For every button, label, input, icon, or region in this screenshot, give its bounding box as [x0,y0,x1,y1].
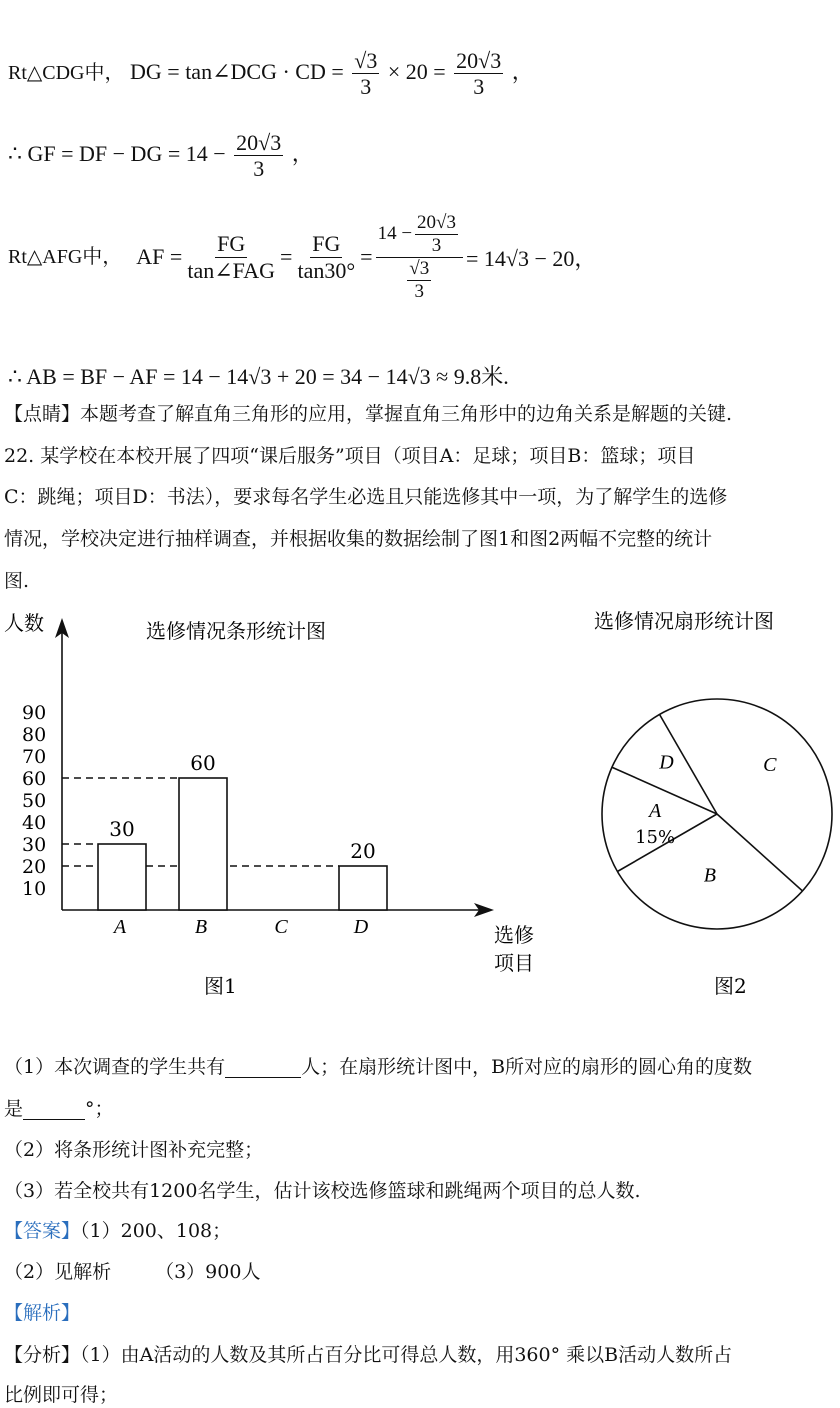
frac-numerator: √3 [409,257,430,279]
complex-numerator [376,212,463,258]
answer-3: （3）900人 [155,1261,261,1283]
question-2: （2）将条形统计图补充完整； [4,1139,264,1161]
category-label: C [274,916,288,938]
y-tick-label: 50 [22,790,47,812]
frac-numerator: FG [217,231,246,257]
q22-line-2: C：跳绳；项目D：书法），要求每名学生必选且只能选修其中一项，为了解学生的选修 [4,486,728,508]
q22-line-4: 图. [4,570,30,592]
math-line-3-eq2: = [360,244,373,270]
frac-numerator: FG [312,231,341,257]
math-line-2-end: ， [291,140,314,166]
math-line-1-frac2 [454,48,503,100]
complex-denominator-frac [407,258,431,303]
bar-A [98,844,146,910]
frac-denominator: 3 [360,74,372,100]
pie-slice-label-A: A [648,800,662,823]
frac-numerator: 20√3 [456,48,502,73]
pie-chart [580,600,840,1010]
bar-chart-ylabel: 人数 [4,611,44,635]
answer-line-2 [4,1263,260,1282]
bar-value-label: 60 [190,751,216,775]
answer-blank-angle[interactable] [23,1100,85,1120]
question-1-part-b: 人；在扇形统计图中，B所对应的扇形的圆心角的度数 [301,1056,753,1078]
frac-denominator: 3 [473,74,485,100]
math-line-3-prefix: Rt△AFG中， [8,246,123,269]
pie-slice-percent: 15% [635,827,676,849]
answer-blank-total[interactable] [225,1058,301,1078]
question-1-line [4,1058,752,1078]
y-tick-label: 90 [22,702,47,724]
math-line-1 [8,48,534,100]
frac-numerator: 20√3 [417,212,456,233]
frac-denominator: 3 [253,156,265,182]
bar-chart-xlabel-line1: 选修 [494,923,534,947]
question-1-part-c: 是 [4,1098,24,1120]
math-line-2-frac [234,130,283,182]
math-line-1-prefix: Rt△CDG中， [8,61,125,84]
y-tick-label: 60 [22,768,47,790]
y-tick-label: 70 [22,746,47,768]
pie-slice-label-D: D [659,751,674,774]
frac-denominator: tan∠FAG [187,257,276,283]
math-line-3-frac1 [185,231,277,283]
bar-chart-caption: 图1 [204,974,237,998]
bar-D [339,866,387,910]
fenxi-tag: 【分析】 [4,1344,81,1366]
y-tick-label: 40 [22,812,47,834]
math-line-4: ∴ AB = BF − AF = 14 − 14√3 + 20 = 34 − 14√3 ≈ 9.8米. [8,364,509,389]
pie-slice-label-B: B [703,864,717,887]
math-line-2-expr: ∴ GF = DF − DG = 14 − [8,140,226,166]
q22-line-1: 22. 某学校在本校开展了四项“课后服务”项目（项目A：足球；项目B：篮球；项目 [4,445,696,467]
frac-denominator: tan30° [297,257,356,283]
complex-denominator [402,258,436,303]
bar-chart-title: 选修情况条形统计图 [146,619,326,643]
y-tick-label: 10 [22,878,47,900]
y-tick-label: 30 [22,834,47,856]
math-line-2 [8,130,314,182]
bar-value-label: 20 [350,839,376,863]
question-3: （3）若全校共有1200名学生，估计该校选修篮球和跳绳两个项目的总人数. [4,1180,641,1202]
bar-B [179,778,227,910]
category-label: B [194,916,208,938]
math-line-3-expr: AF = [136,244,183,270]
y-tick-label: 20 [22,856,47,878]
question-1-line-2 [4,1100,114,1120]
q22-line-3: 情况，学校决定进行抽样调查，并根据收集的数据绘制了图1和图2两幅不完整的统计 [4,528,713,550]
analysis-text-1: （1）由A活动的人数及其所占百分比可得总人数，用360° 乘以B活动人数所占 [80,1344,733,1366]
math-line-1-end: ， [511,58,534,84]
math-line-3-frac2 [295,231,357,283]
frac-denominator: 3 [414,280,425,302]
analysis-line-2: 比例即可得； [4,1384,119,1406]
math-line-3-complex-frac [376,212,463,302]
pie-slice-label-C: C [763,754,777,777]
math-line-3-eq: = [280,244,293,270]
frac-numerator: √3 [354,48,378,73]
pie-chart-caption: 图2 [714,974,747,998]
complex-numerator-frac [415,212,458,257]
math-line-1-frac1 [352,48,379,100]
answer-1: （1）200、108； [80,1220,232,1242]
y-tick-label: 80 [22,724,47,746]
bar-chart [0,600,560,1010]
answer-tag: 【答案】 [4,1220,81,1242]
analysis-line-1 [4,1346,732,1365]
answer-line-1 [4,1222,231,1241]
bar-chart-xlabel-line2: 项目 [494,951,534,975]
analysis-tag: 【解析】 [4,1302,81,1324]
complex-numerator-lead: 14 − [377,223,413,245]
category-label: D [353,916,369,938]
math-line-1-times: × 20 = [387,58,446,84]
question-1-part-a: （1）本次调查的学生共有 [4,1056,226,1078]
math-line-3 [8,212,596,302]
math-line-1-expr: DG = tan∠DCG · CD = [130,58,344,84]
question-1-part-d: °； [85,1098,114,1120]
frac-numerator: 20√3 [236,130,282,155]
category-label: A [113,916,127,938]
comment-text: 【点睛】本题考查了解直角三角形的应用，掌握直角三角形中的边角关系是解题的关键. [4,403,733,425]
bar-value-label: 30 [109,817,135,841]
frac-denominator: 3 [431,234,442,256]
answer-2: （2）见解析 [4,1261,112,1283]
pie-chart-title: 选修情况扇形统计图 [594,609,774,633]
math-line-3-result: = 14√3 − 20， [465,245,597,271]
